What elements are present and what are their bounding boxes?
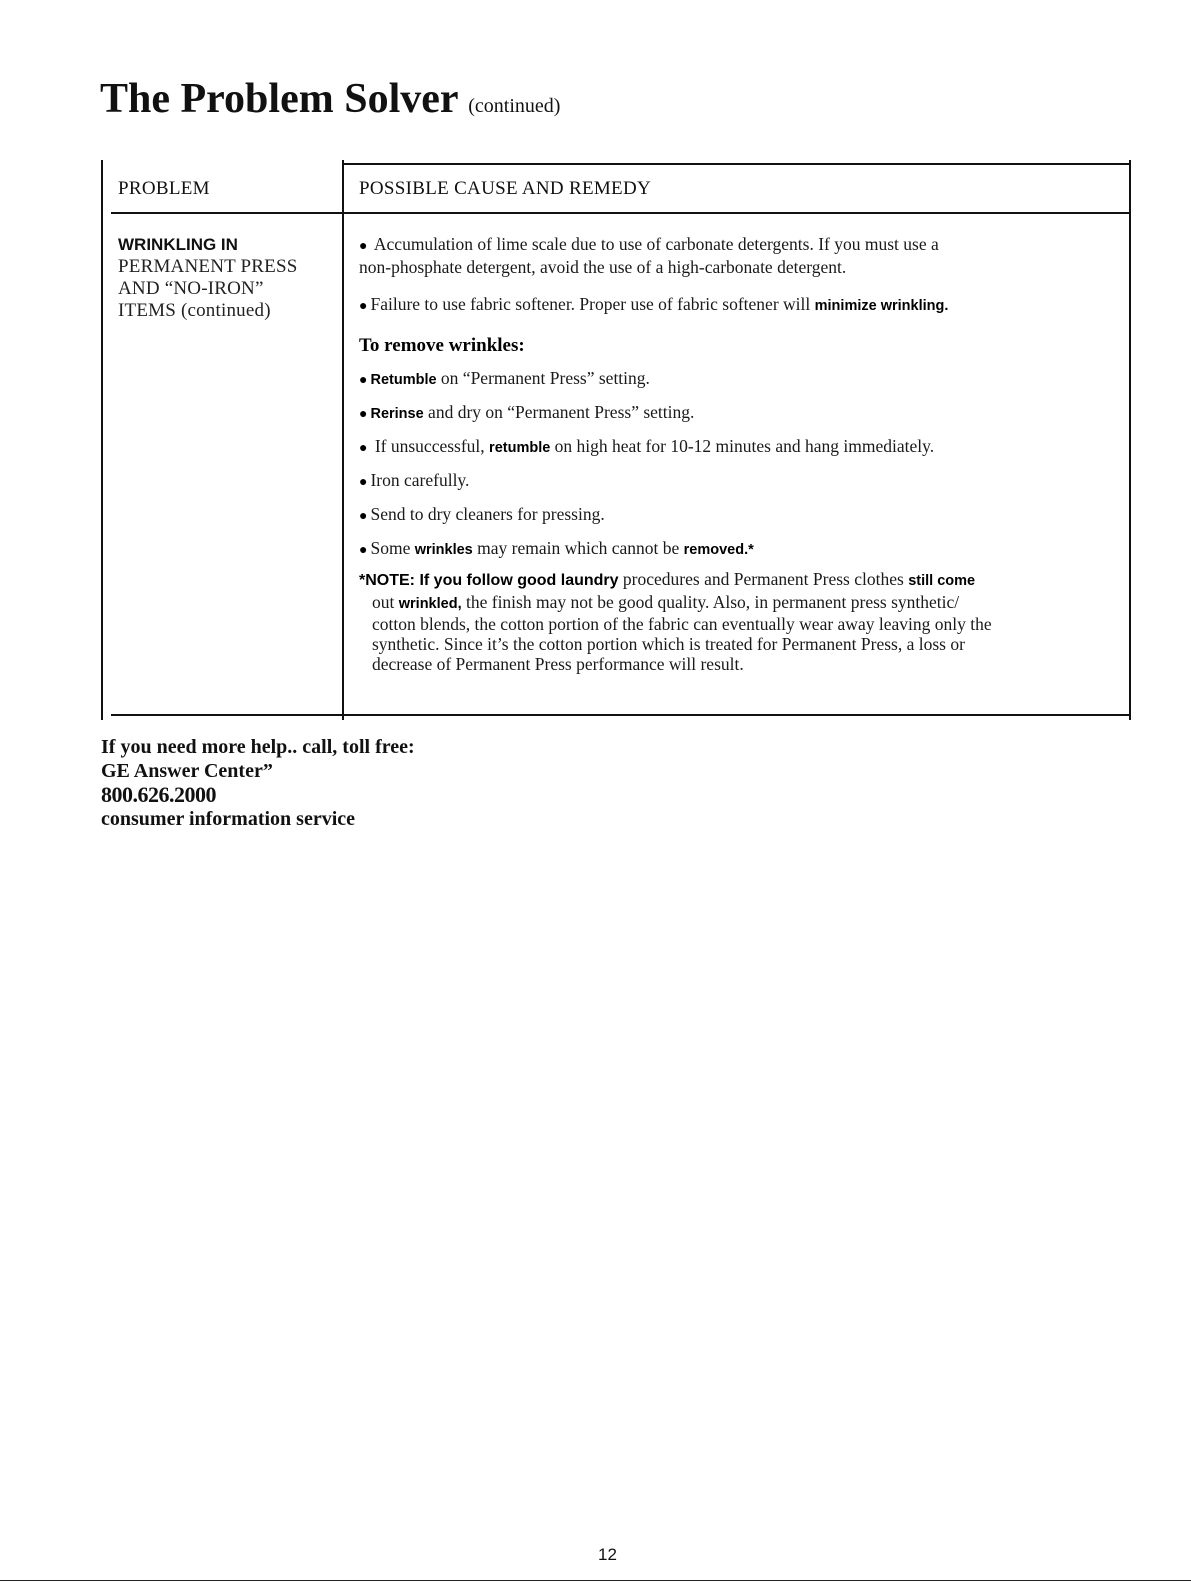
page-number: 12 [598, 1545, 617, 1564]
help-line: If you need more help.. call, toll free: [101, 736, 415, 758]
note-line: decrease of Permanent Press performance will result. [372, 654, 744, 674]
bullet-icon: ● [359, 239, 368, 254]
bullet-icon: ● [359, 509, 368, 524]
table-bottom-rule [111, 714, 1129, 716]
bullet-icon: ● [359, 475, 368, 490]
remedy-cell [359, 234, 1119, 674]
remedy-high-heat: ● If unsuccessful, retumble on high heat for 10-12 minutes and hang immediately. [359, 436, 935, 456]
problem-line: ITEMS (continued) [118, 300, 271, 321]
bullet-icon: ● [359, 373, 368, 388]
title-suffix: (continued) [468, 95, 561, 117]
problem-heading: WRINKLING IN [118, 235, 238, 254]
cause-lime-scale: ● Accumulation of lime scale due to use of carbonate detergents. If you must use a [359, 234, 939, 254]
note-line: cotton blends, the cotton portion of the fabric can eventually wear away leaving only the [372, 614, 992, 634]
remedy-dry-cleaners: ● Send to dry cleaners for pressing. [359, 504, 605, 524]
table-top-rule [342, 163, 1129, 165]
remedy-retumble: ● Retumble on “Permanent Press” setting. [359, 368, 650, 388]
page-title [100, 78, 560, 120]
cause-lime-scale-cont: non-phosphate detergent, avoid the use of a high-carbonate detergent. [359, 257, 847, 277]
title-main: The Problem Solver [100, 76, 458, 122]
header-remedy: POSSIBLE CAUSE AND REMEDY [359, 178, 652, 199]
answer-center: GE Answer Center” [101, 760, 273, 782]
remedy-rerinse: ● Rerinse and dry on “Permanent Press” setting. [359, 402, 695, 422]
table-column-divider [342, 160, 344, 720]
problem-line: AND “NO-IRON” [118, 278, 264, 299]
note-line: synthetic. Since it’s the cotton portion which is treated for Permanent Press, a loss or [372, 634, 965, 654]
problem-cell [118, 234, 338, 322]
table-right-border [1129, 160, 1131, 720]
bullet-icon: ● [359, 299, 368, 314]
table-left-border [101, 160, 103, 720]
service-name: consumer information service [101, 808, 356, 830]
remove-wrinkles-subheading: To remove wrinkles: [359, 335, 525, 356]
table-header-rule [111, 212, 1129, 214]
remedy-iron: ● Iron carefully. [359, 470, 470, 490]
note-line: *NOTE: If you follow good laundry procedures and Permanent Press clothes still come [359, 569, 976, 589]
cause-fabric-softener: ● Failure to use fabric softener. Proper use of fabric softener will minimize wrinkling. [359, 294, 949, 314]
bullet-icon: ● [359, 407, 368, 422]
bottom-rule [0, 1580, 1191, 1581]
remedy-some-wrinkles: ● Some wrinkles may remain which cannot be removed.* [359, 538, 754, 558]
problem-line: PERMANENT PRESS [118, 256, 298, 277]
bullet-icon: ● [359, 441, 368, 456]
help-contact [101, 735, 415, 831]
header-problem: PROBLEM [118, 178, 210, 199]
bullet-icon: ● [359, 543, 368, 558]
phone-number: 800.626.2000 [101, 782, 216, 807]
note-line: out wrinkled, the finish may not be good quality. Also, in permanent press synthetic/ [372, 592, 960, 612]
problem-table [101, 160, 1131, 720]
